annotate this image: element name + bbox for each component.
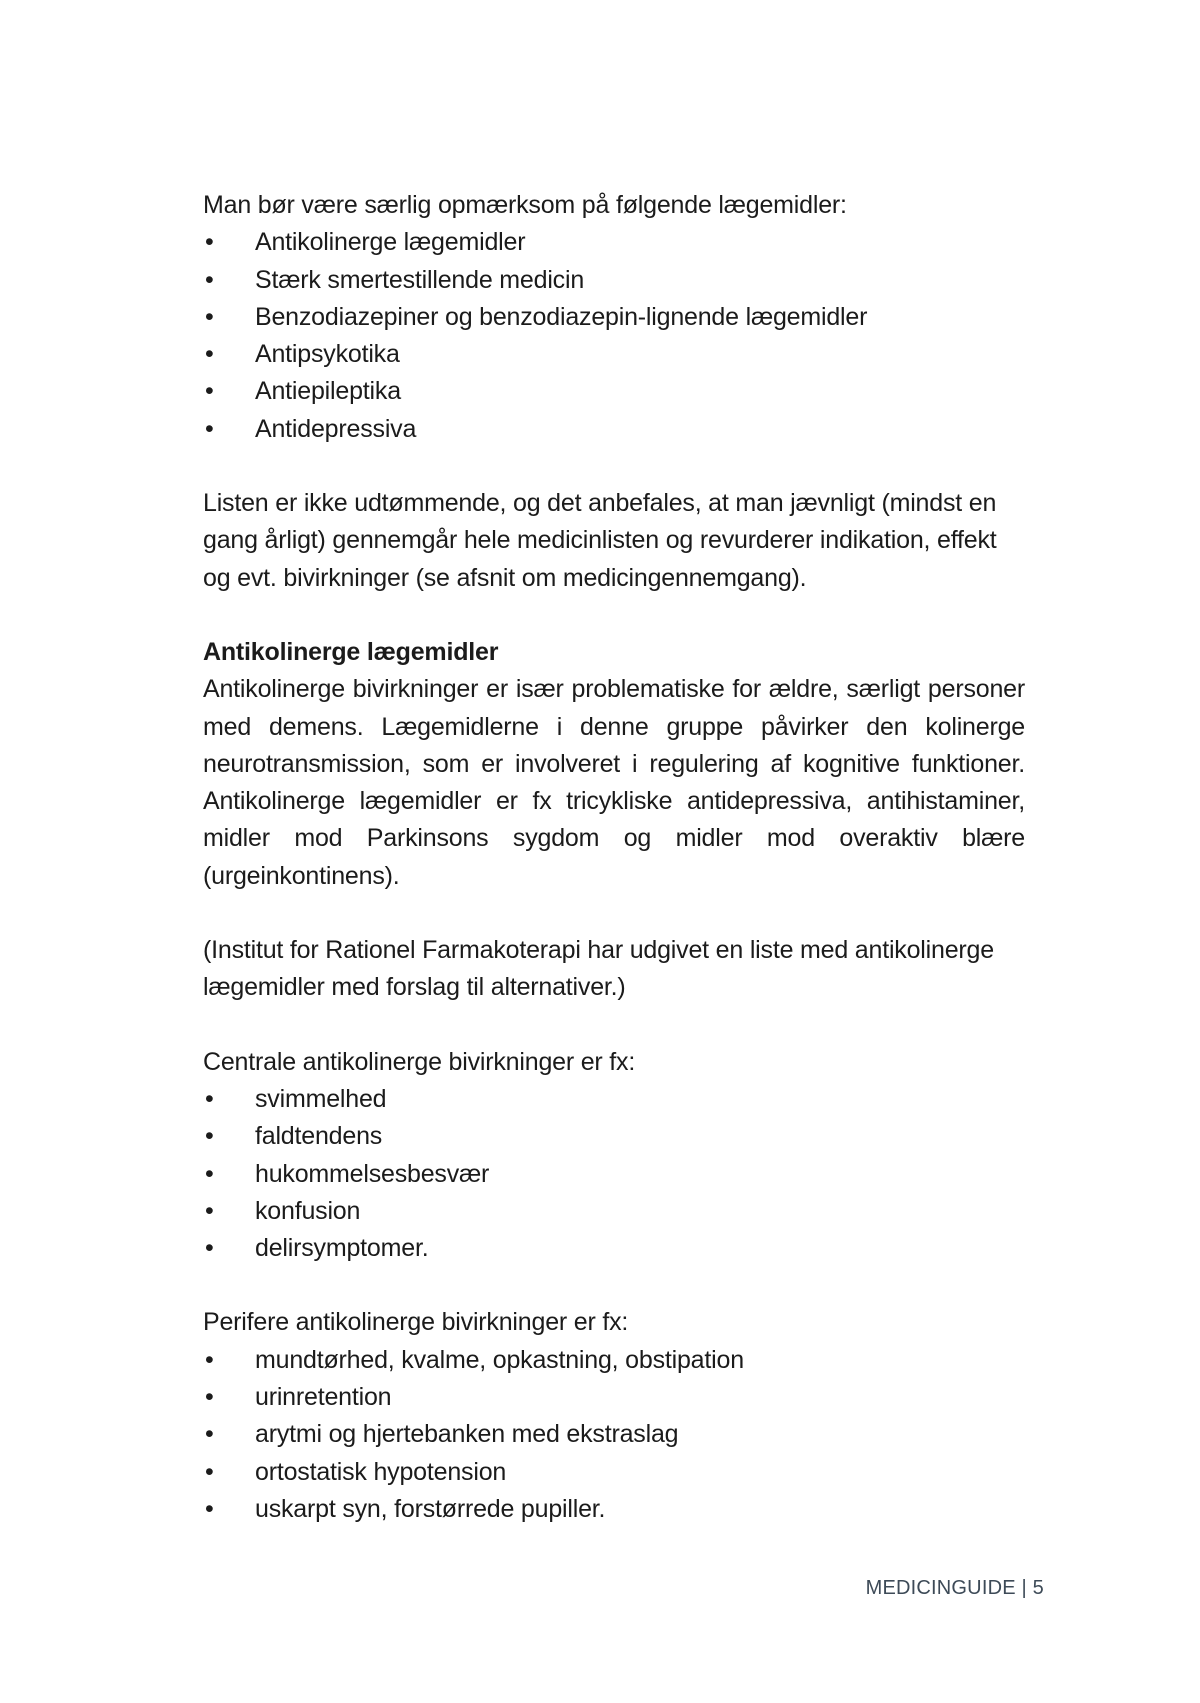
bullet-icon: • <box>205 1196 214 1225</box>
list-item: • Antiepileptika <box>203 373 1025 410</box>
central-effects-list <box>203 1081 1025 1267</box>
bullet-icon: • <box>205 1084 214 1113</box>
bullet-icon: • <box>205 1383 214 1412</box>
bullet-icon: • <box>205 414 214 443</box>
bullet-icon: • <box>205 1494 214 1523</box>
list-item: • arytmi og hjertebanken med ekstraslag <box>203 1416 1025 1453</box>
page-content <box>203 187 1025 1528</box>
list-item: • konfusion <box>203 1193 1025 1230</box>
drug-class-list <box>203 224 1025 448</box>
irf-note-paragraph: (Institut for Rationel Farmakoterapi har udgivet en liste med antikolinerge lægemidler med forslag til alternativer.) <box>203 936 994 1002</box>
bullet-icon: • <box>205 340 214 369</box>
list-item: • uskarpt syn, forstørrede pupiller. <box>203 1491 1025 1528</box>
list-item: • mundtørhed, kvalme, opkastning, obstipation <box>203 1342 1025 1379</box>
page-footer: MEDICINGUIDE | 5 <box>865 1577 1044 1599</box>
bullet-icon: • <box>205 1457 214 1486</box>
bullet-icon: • <box>205 302 214 331</box>
section-body-paragraph: Antikolinerge bivirkninger er især problematiske for ældre, særligt personer med demens. Lægemidlerne i denne gruppe påvirker den kolinerge neurotransmission, som er involveret i regulering af kognitive funktioner. Antikolinerge lægemidler er fx tricykliske antidepressiva, antihistaminer, midler mod Parkinsons sygdom og midler mod overaktiv blære (urgeinkontinens). <box>203 675 1025 890</box>
list-note-paragraph: Listen er ikke udtømmende, og det anbefales, at man jævnligt (mindst en gang årligt) gennemgår hele medicinlisten og revurderer indikation, effekt og evt. bivirkninger (se afsnit om medicingennemgang). <box>203 489 997 592</box>
bullet-icon: • <box>205 1345 214 1374</box>
bullet-icon: • <box>205 1159 214 1188</box>
list-item: • Antidepressiva <box>203 411 1025 448</box>
peripheral-effects-list <box>203 1342 1025 1528</box>
central-effects-intro: Centrale antikolinerge bivirkninger er fx: <box>203 1047 636 1076</box>
peripheral-effects-intro: Perifere antikolinerge bivirkninger er fx: <box>203 1308 629 1337</box>
list-item: • Antikolinerge lægemidler <box>203 224 1025 261</box>
list-item: • svimmelhed <box>203 1081 1025 1118</box>
list-item: • faldtendens <box>203 1118 1025 1155</box>
bullet-icon: • <box>205 265 214 294</box>
list-item: • delirsymptomer. <box>203 1230 1025 1267</box>
section-heading: Antikolinerge lægemidler <box>203 637 499 666</box>
bullet-icon: • <box>205 377 214 406</box>
list-item: • Stærk smertestillende medicin <box>203 262 1025 299</box>
list-item: • ortostatisk hypotension <box>203 1454 1025 1491</box>
list-item: • Benzodiazepiner og benzodiazepin-lignende lægemidler <box>203 299 1025 336</box>
list-item: • hukommelsesbesvær <box>203 1156 1025 1193</box>
intro-text: Man bør være særlig opmærksom på følgende lægemidler: <box>203 191 847 219</box>
bullet-icon: • <box>205 228 214 257</box>
bullet-icon: • <box>205 1420 214 1449</box>
bullet-icon: • <box>205 1122 214 1151</box>
bullet-icon: • <box>205 1234 214 1263</box>
list-item: • Antipsykotika <box>203 336 1025 373</box>
list-item: • urinretention <box>203 1379 1025 1416</box>
